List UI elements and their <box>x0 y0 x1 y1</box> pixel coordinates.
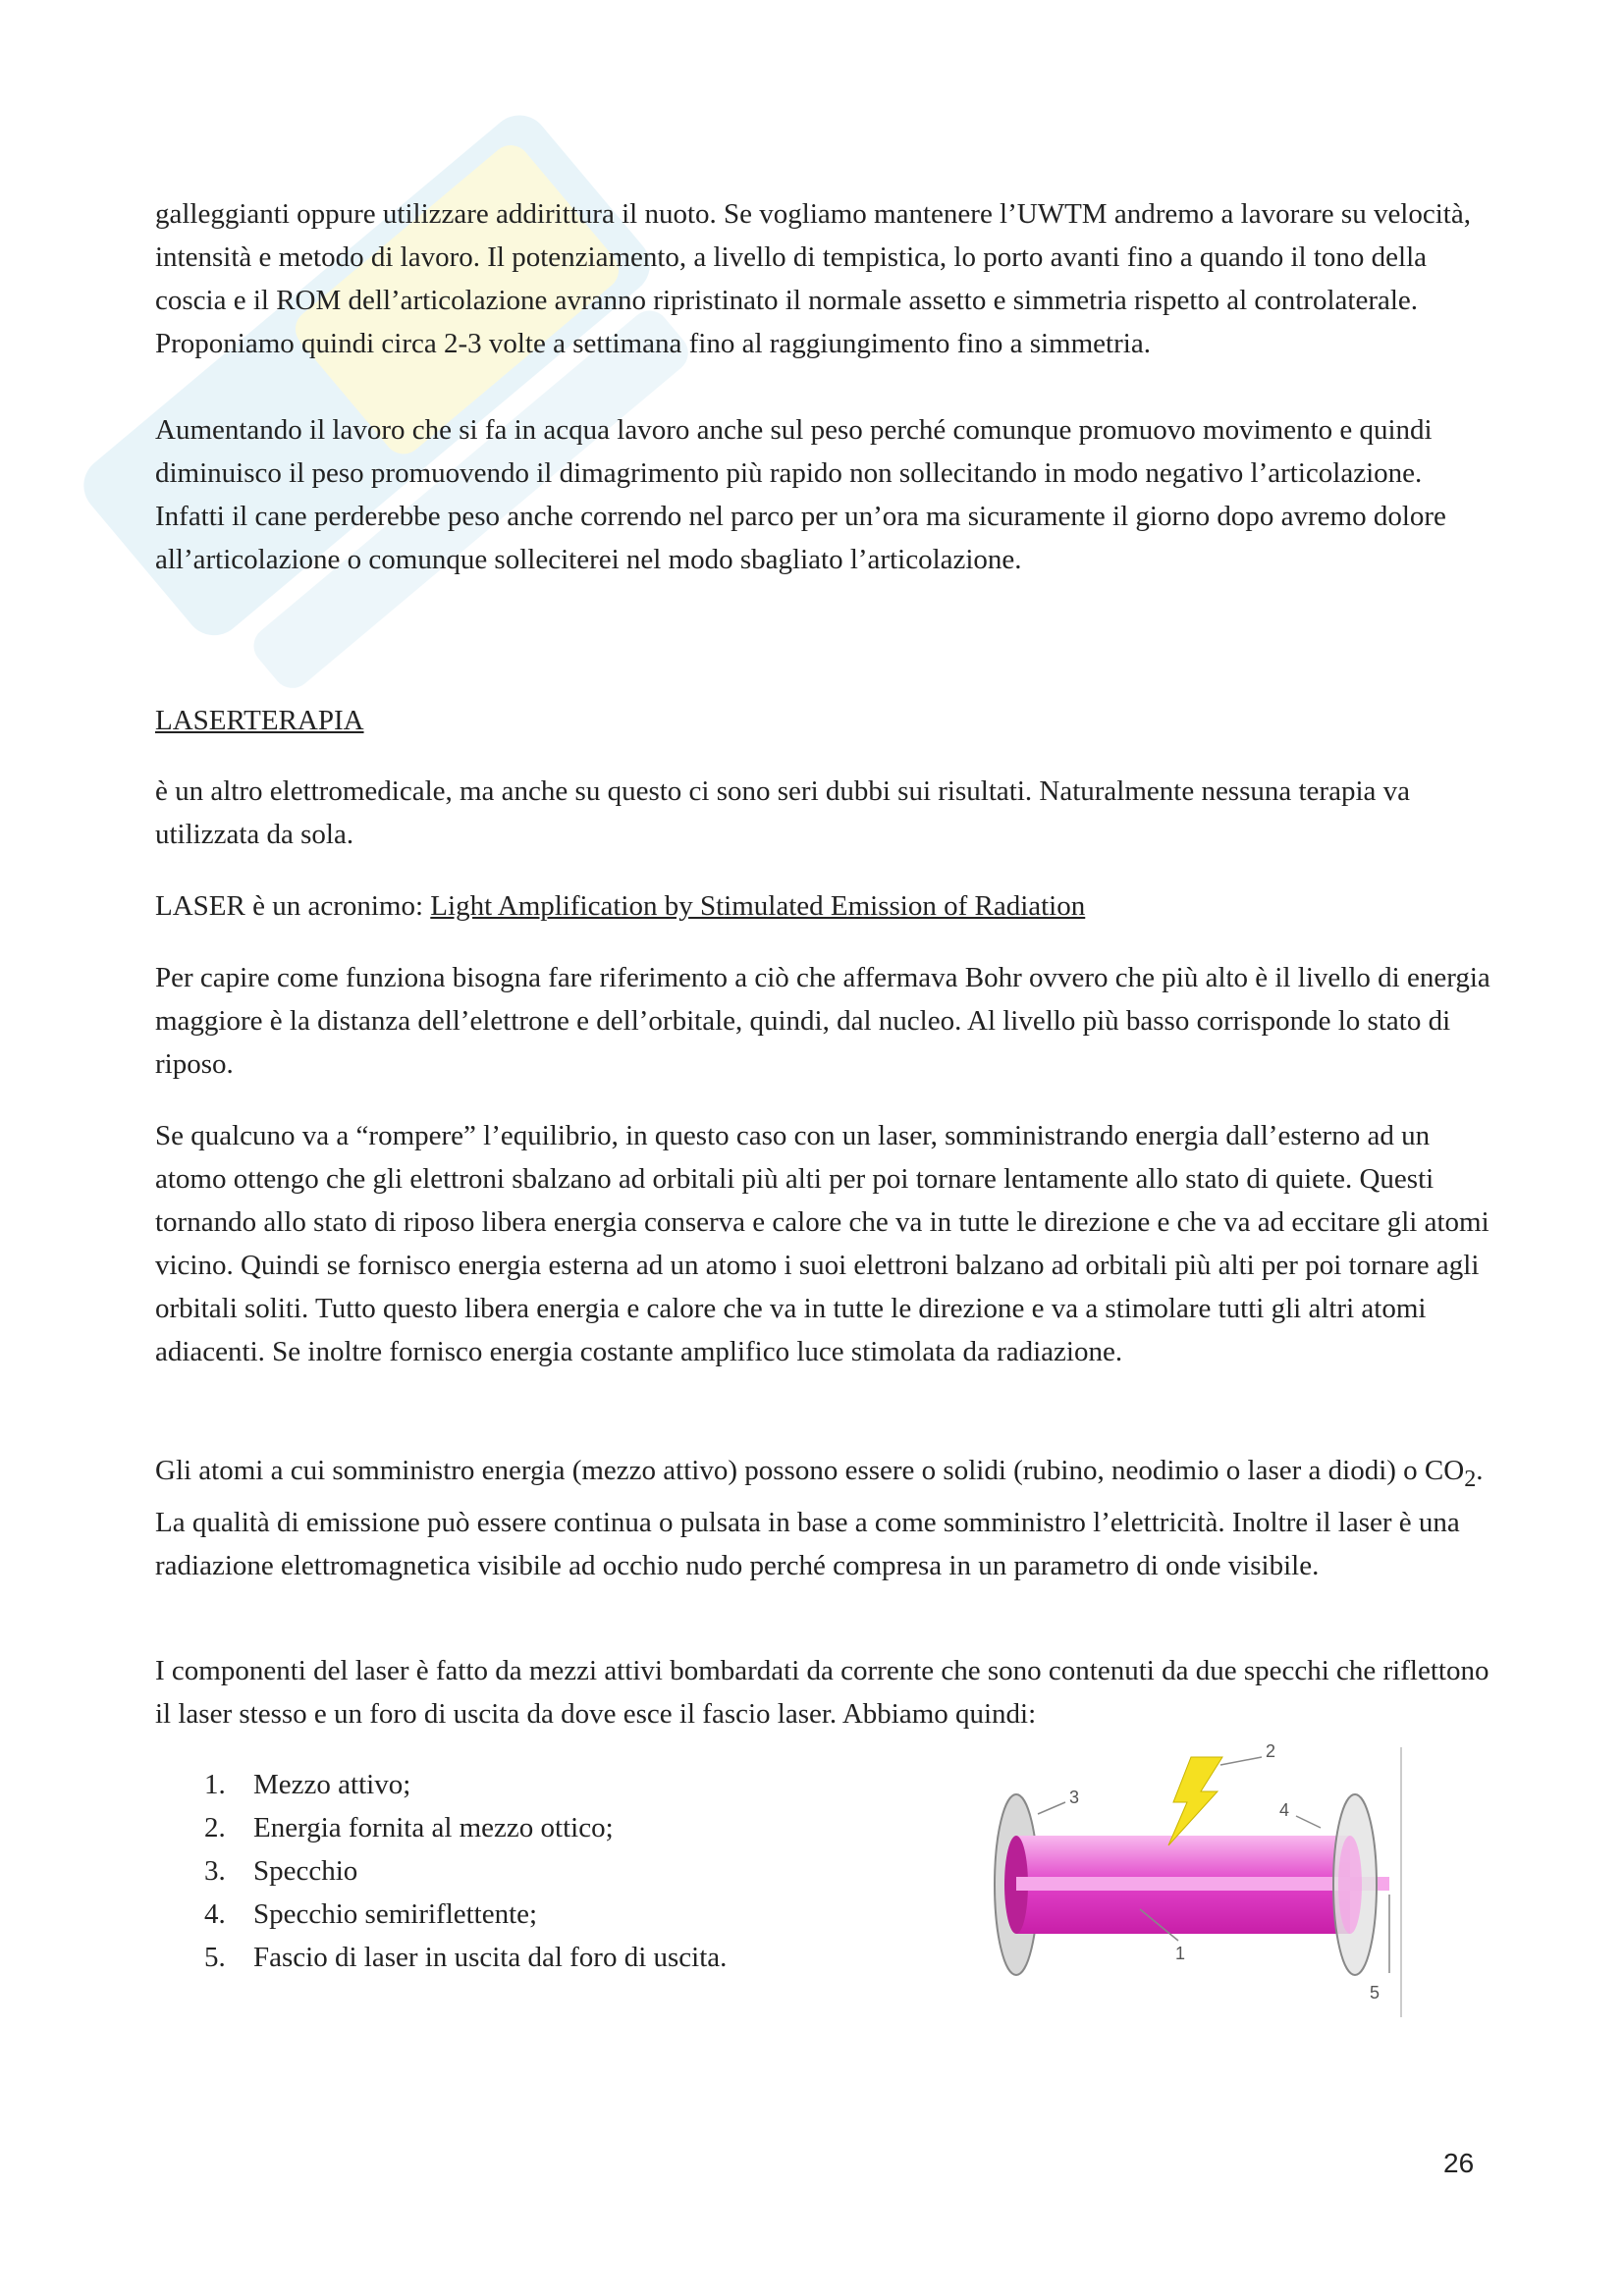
paragraph-6: Se qualcuno va a “rompere” l’equilibrio, in questo caso con un laser, somministrando energia dall’esterno ad un atomo ottengo che gli elettroni sbalzano ad orbitali più alti per poi tornare lentamente allo stato di quiete. Questi tornando allo stato di riposo libera energia conserva e calore che va in tutte le direzione e che va ad eccitare gli atomi vicino. Quindi se fornisco energia esterna ad un atomo i suoi elettroni balzano ad orbitali più alti per poi tornare agli orbitali soliti. Tutto questo libera energia e calore che va in tutte le direzione e va a stimolare tutti gli altri atomi adiacenti. Se inoltre fornisco energia costante amplifico luce stimolata da radiazione. <box>155 1120 1489 1367</box>
list-item-number: 3. <box>204 1855 226 1887</box>
co2-subscript: 2 <box>1464 1465 1477 1492</box>
list-item-text: Specchio semiriflettente; <box>253 1898 538 1930</box>
list-item <box>155 1849 727 1893</box>
diagram-label-3: 3 <box>1069 1788 1080 1807</box>
list-item <box>155 1893 727 1936</box>
paragraph-7 <box>155 1449 1490 1587</box>
section-heading-laserterapia: LASERTERAPIA <box>155 705 364 736</box>
list-item-number: 2. <box>204 1812 226 1843</box>
tube-right-end <box>1338 1836 1362 1934</box>
list-item <box>155 1936 727 1979</box>
diagram-label-5: 5 <box>1370 1983 1380 2002</box>
list-item-number: 4. <box>204 1898 226 1930</box>
paragraph-acronym <box>155 884 1490 928</box>
list-item-text: Specchio <box>253 1855 358 1887</box>
paragraph-8: I componenti del laser è fatto da mezzi attivi bombardati da corrente che sono contenuti da due specchi che riflettono il laser stesso e un foro di uscita da dove esce il fascio laser. Abbiamo quindi: <box>155 1655 1489 1730</box>
diagram-label-1: 1 <box>1175 1944 1186 1963</box>
leader-line-4 <box>1296 1816 1321 1828</box>
laser-components-list <box>155 1763 727 1979</box>
list-item-text: Fascio di laser in uscita dal foro di uscita. <box>253 1942 728 1973</box>
acronym-expansion: Light Amplification by Stimulated Emission of Radiation <box>430 890 1086 922</box>
list-item-number: 1. <box>204 1769 226 1800</box>
paragraph-3: è un altro elettromedicale, ma anche su questo ci sono seri dubbi sui risultati. Naturalmente nessuna terapia va utilizzata da sola. <box>155 775 1411 850</box>
leader-line-2 <box>1220 1757 1262 1765</box>
paragraph-5: Per capire come funziona bisogna fare riferimento a ciò che affermava Bohr ovvero che più alto è il livello di energia maggiore è la distanza dell’elettrone e dell’orbitale, quindi, dal nucleo. Al livello più basso corrisponde lo stato di riposo. <box>155 962 1490 1080</box>
list-item-text: Mezzo attivo; <box>253 1769 411 1800</box>
page-number: 26 <box>1443 2148 1475 2178</box>
paragraph-7-part-a: Gli atomi a cui somministro energia (mezzo attivo) possono essere o solidi (rubino, neodimio o laser a diodi) o CO <box>155 1455 1465 1486</box>
diagram-label-4: 4 <box>1279 1800 1290 1820</box>
list-item-text: Energia fornita al mezzo ottico; <box>253 1812 614 1843</box>
diagram-label-2: 2 <box>1266 1741 1276 1761</box>
watermark-logo <box>20 39 727 726</box>
lightning-bolt-icon <box>1168 1757 1222 1845</box>
leader-line-3 <box>1038 1802 1065 1814</box>
paragraph-7-part-b: . La qualità di emissione può essere continua o pulsata in base a come somministro l’elettricità. Inoltre il laser è una radiazione elettromagnetica visibile ad occhio nudo perché compresa in un parametro di onde visibile. <box>155 1455 1484 1581</box>
acronym-prefix: LASER è un acronimo: <box>155 890 431 922</box>
paragraph-2: Aumentando il lavoro che si fa in acqua lavoro anche sul peso perché comunque promuovo movimento e quindi diminuisco il peso promuovendo il dimagrimento più rapido non sollecitando in modo negativo l’articolazione. Infatti il cane perderebbe peso anche correndo nel parco per un’ora ma sicuramente il giorno dopo avremo dolore all’articolazione o comunque solleciterei nel modo sbagliato l’articolazione. <box>155 414 1446 575</box>
list-item-number: 5. <box>204 1942 226 1973</box>
paragraph-1: galleggianti oppure utilizzare addirittura il nuoto. Se vogliamo mantenere l’UWTM andremo a lavorare su velocità, intensità e metodo di lavoro. Il potenziamento, a livello di tempistica, lo porto avanti fino a quando il tono della coscia e il ROM dell’articolazione avranno ripristinato il normale assetto e simmetria rispetto al controlaterale. Proponiamo quindi circa 2-3 volte a settimana fino al raggiungimento fino a simmetria. <box>155 198 1471 359</box>
laser-diagram <box>967 1737 1429 2022</box>
list-item <box>155 1763 727 1806</box>
list-item <box>155 1806 727 1849</box>
